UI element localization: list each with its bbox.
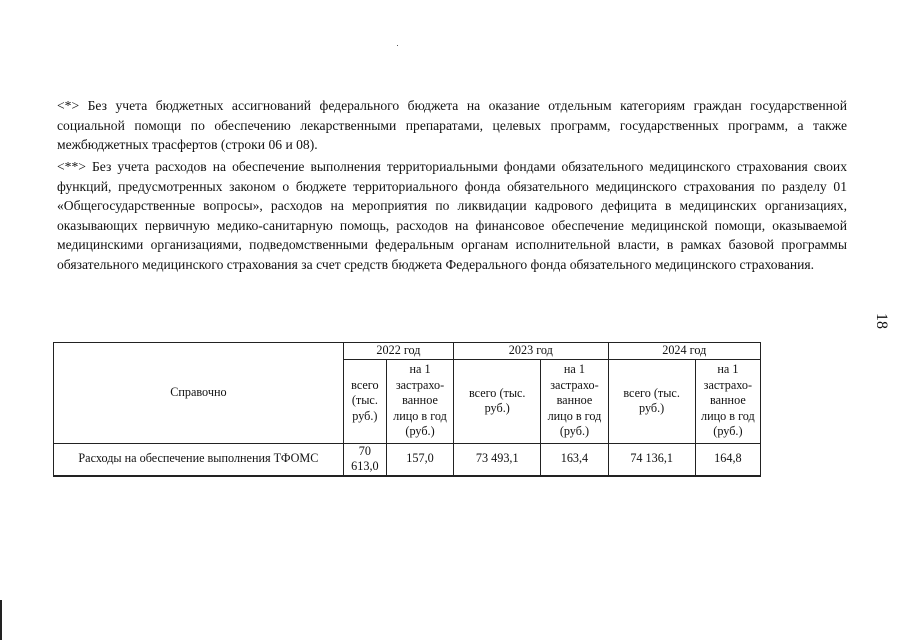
row-label: Расходы на обеспечение выполнения ТФОМС xyxy=(54,443,344,476)
year-header-2023: 2023 год xyxy=(454,343,608,360)
subheader-per-person-2023: на 1 застрахо-ванное лицо в год (руб.) xyxy=(541,359,608,443)
page-number: 18 xyxy=(873,313,890,329)
year-header-2024: 2024 год xyxy=(608,343,760,360)
subheader-total-2022: всего (тыс. руб.) xyxy=(343,359,386,443)
row-header-cell: Справочно xyxy=(54,343,344,444)
table-row xyxy=(54,443,761,476)
footnote-1: <*> Без учета бюджетных ассигнований федерального бюджета на оказание отдельным категориям граждан государственной социальной помощи по обеспечению лекарственными препаратами, целевых программ, государственных программ, а также межбюджетных трасфертов (строки 06 и 08). xyxy=(57,98,847,152)
table-header-row-years xyxy=(54,343,761,360)
value-cell: 74 136,1 xyxy=(608,443,695,476)
scan-speck xyxy=(397,45,398,46)
reference-table xyxy=(53,342,761,477)
scan-edge-mark xyxy=(0,600,2,640)
footnote-2: <**> Без учета расходов на обеспечение выполнения территориальными фондами обязательного медицинского страхования своих функций, предусмотренных законом о бюджете территориального фонда обязательного медицинского страхования по разделу 01 «Общегосударственные вопросы», расходов на мероприятия по ликвидации кадрового дефицита в медицинских организациях, оказывающих первичную медико-санитарную помощь, расходов на финансовое обеспечение медицинской помощи, оказываемой медицинскими организациями, подведомственными федеральным органам исполнительной власти, в рамках базовой программы обязательного медицинского страхования за счет средств бюджета Федерального фонда обязательного медицинского страхования. xyxy=(57,159,847,272)
value-cell: 163,4 xyxy=(541,443,608,476)
value-cell: 164,8 xyxy=(695,443,760,476)
year-header-2022: 2022 год xyxy=(343,343,453,360)
subheader-per-person-2022: на 1 застрахо-ванное лицо в год (руб.) xyxy=(386,359,453,443)
subheader-total-2023: всего (тыс. руб.) xyxy=(454,359,541,443)
subheader-per-person-2024: на 1 застрахо-ванное лицо в год (руб.) xyxy=(695,359,760,443)
subheader-total-2024: всего (тыс. руб.) xyxy=(608,359,695,443)
value-cell: 73 493,1 xyxy=(454,443,541,476)
value-cell: 70 613,0 xyxy=(343,443,386,476)
value-cell: 157,0 xyxy=(386,443,453,476)
